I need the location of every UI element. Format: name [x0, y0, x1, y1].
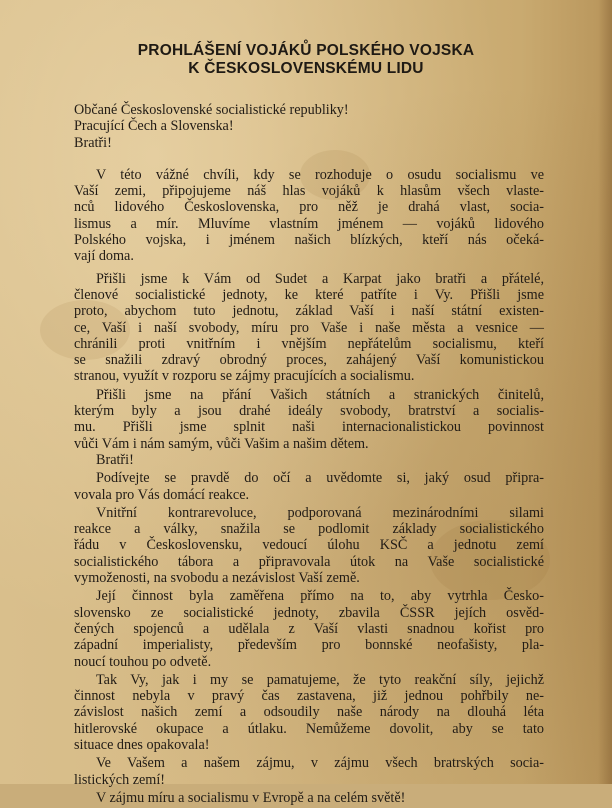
- paragraph: [74, 790, 544, 806]
- spacer: [74, 151, 544, 167]
- text-line: Přišli jsme k Vám od Sudet a Karpat jako bratři a přátelé,: [96, 270, 544, 287]
- text-line: Přišli jsme na přání Vašich státních a stranických činitelů,: [96, 386, 544, 403]
- text-line: chránili proti vnitřním i vnějším nepřátelům socialismu, kteří: [74, 335, 544, 352]
- text-line: reakce a války, snažila se podlomit základy socialistického: [74, 521, 544, 538]
- salutation-line: Občané Československé socialistické republiky!: [74, 102, 349, 118]
- title-line: PROHLÁŠENÍ VOJÁKŮ POLSKÉHO VOJSKA: [137, 42, 475, 59]
- paragraph: [74, 672, 544, 753]
- salutation-line: Pracující Čech a Slovenska!: [74, 118, 234, 135]
- paper-edge-shadow: [598, 0, 612, 784]
- paragraph: [74, 505, 544, 586]
- text-line: nců lidového Československa, pro něž je drahá vlast, socia-: [74, 199, 544, 216]
- paragraph: [74, 755, 544, 788]
- text-line: Bratři!: [96, 451, 134, 468]
- text-line: lismus a mír. Mluvíme vlastním jménem — vojáků lidového: [74, 215, 544, 232]
- text-line: se snažili zdravý obrodný proces, zahájený Vaší komunistickou: [74, 352, 544, 369]
- text-line: řádu v Československu, vedoucí úlohu KSČ a jednotu zemí: [74, 537, 544, 554]
- salutation: [74, 102, 544, 151]
- text-line: Polského vojska, i jménem našich blízkých, kteří nás očeká-: [74, 232, 544, 249]
- text-line: proto, abychom tuto jednotu, základ Vaší i naší státní existen-: [74, 303, 544, 320]
- text-line: členové socialistické jednoty, ke které patříte i Vy. Přišli jsme: [74, 286, 544, 303]
- text-line: stranou, využít v rozporu se zájmy pracujících a socialismu.: [74, 368, 415, 385]
- paragraph: [74, 588, 544, 669]
- text-line: vají doma.: [74, 248, 134, 265]
- text-line: noucí touhou po odvetě.: [74, 653, 212, 670]
- text-line: socialistického tábora a připravovala útok na Vaše socialistické: [74, 553, 544, 570]
- text-line: vovala pro Vás domácí reakce.: [74, 486, 250, 503]
- paragraph: [74, 470, 544, 503]
- text-line: mu. Přišli jsme splnit naši internacionalistickou povinnost: [74, 419, 544, 436]
- document-title: [0, 42, 612, 78]
- paragraph: [74, 167, 544, 265]
- text-line: V této vážné chvíli, kdy se rozhoduje o osudu socialismu ve: [96, 166, 544, 183]
- document-body: [74, 102, 544, 808]
- text-line: Podívejte se pravdě do očí a uvědomte si, jaký osud připra-: [96, 470, 544, 487]
- paragraph: [74, 387, 544, 468]
- text-line: hitlerovské okupace a útlaku. Nemůžeme dovolit, aby se tato: [74, 720, 544, 737]
- text-line: západní imperialisty, především pro bonnské neofašisty, pla-: [74, 637, 544, 654]
- salutation-line: Bratři!: [74, 134, 112, 151]
- text-line: Vaší zemi, připojujeme náš hlas vojáků k hlasům všech vlaste-: [74, 183, 544, 200]
- text-line: V zájmu míru a socialismu v Evropě a na celém světě!: [96, 789, 406, 806]
- text-line: situace dnes opakovala!: [74, 736, 210, 753]
- text-line: slovensko ze socialistické jednoty, zbavila ČSSR jejích osvěd-: [74, 604, 544, 621]
- title-line: K ČESKOSLOVENSKÉMU LIDU: [188, 60, 424, 77]
- text-line: Vnitřní kontrarevoluce, podporovaná mezinárodními silami: [96, 504, 544, 521]
- text-line: kterým byly a jsou drahé ideály svobody, bratrství a socialis-: [74, 403, 544, 420]
- text-line: vymoženosti, na svobodu a nezávislost Vaší země.: [74, 570, 360, 587]
- text-line: ce, Vaší i naší svobody, míru pro Vaše i naše města a vesnice —: [74, 319, 544, 336]
- text-line: činnost nebyla v pravý čas zastavena, již jednou pohřbily ne-: [74, 688, 544, 705]
- text-line: listických zemí!: [74, 771, 166, 788]
- text-line: Její činnost byla zaměřena přímo na to, aby vytrhla Česko-: [96, 588, 544, 605]
- text-line: Tak Vy, jak i my se pamatujeme, že tyto reakční síly, jejichž: [96, 671, 544, 688]
- paragraph: [74, 271, 544, 385]
- text-line: vůči Vám i nám samým, vůči Vašim a našim dětem.: [74, 435, 369, 452]
- text-line: závislost našich zemí a odsoudily naše národy na dlouhá léta: [74, 704, 544, 721]
- text-line: Ve Vašem a našem zájmu, v zájmu všech bratrských socia-: [96, 755, 544, 772]
- text-line: čených spojenců a udělala z Vaší vlasti snadnou kořist pro: [74, 620, 544, 637]
